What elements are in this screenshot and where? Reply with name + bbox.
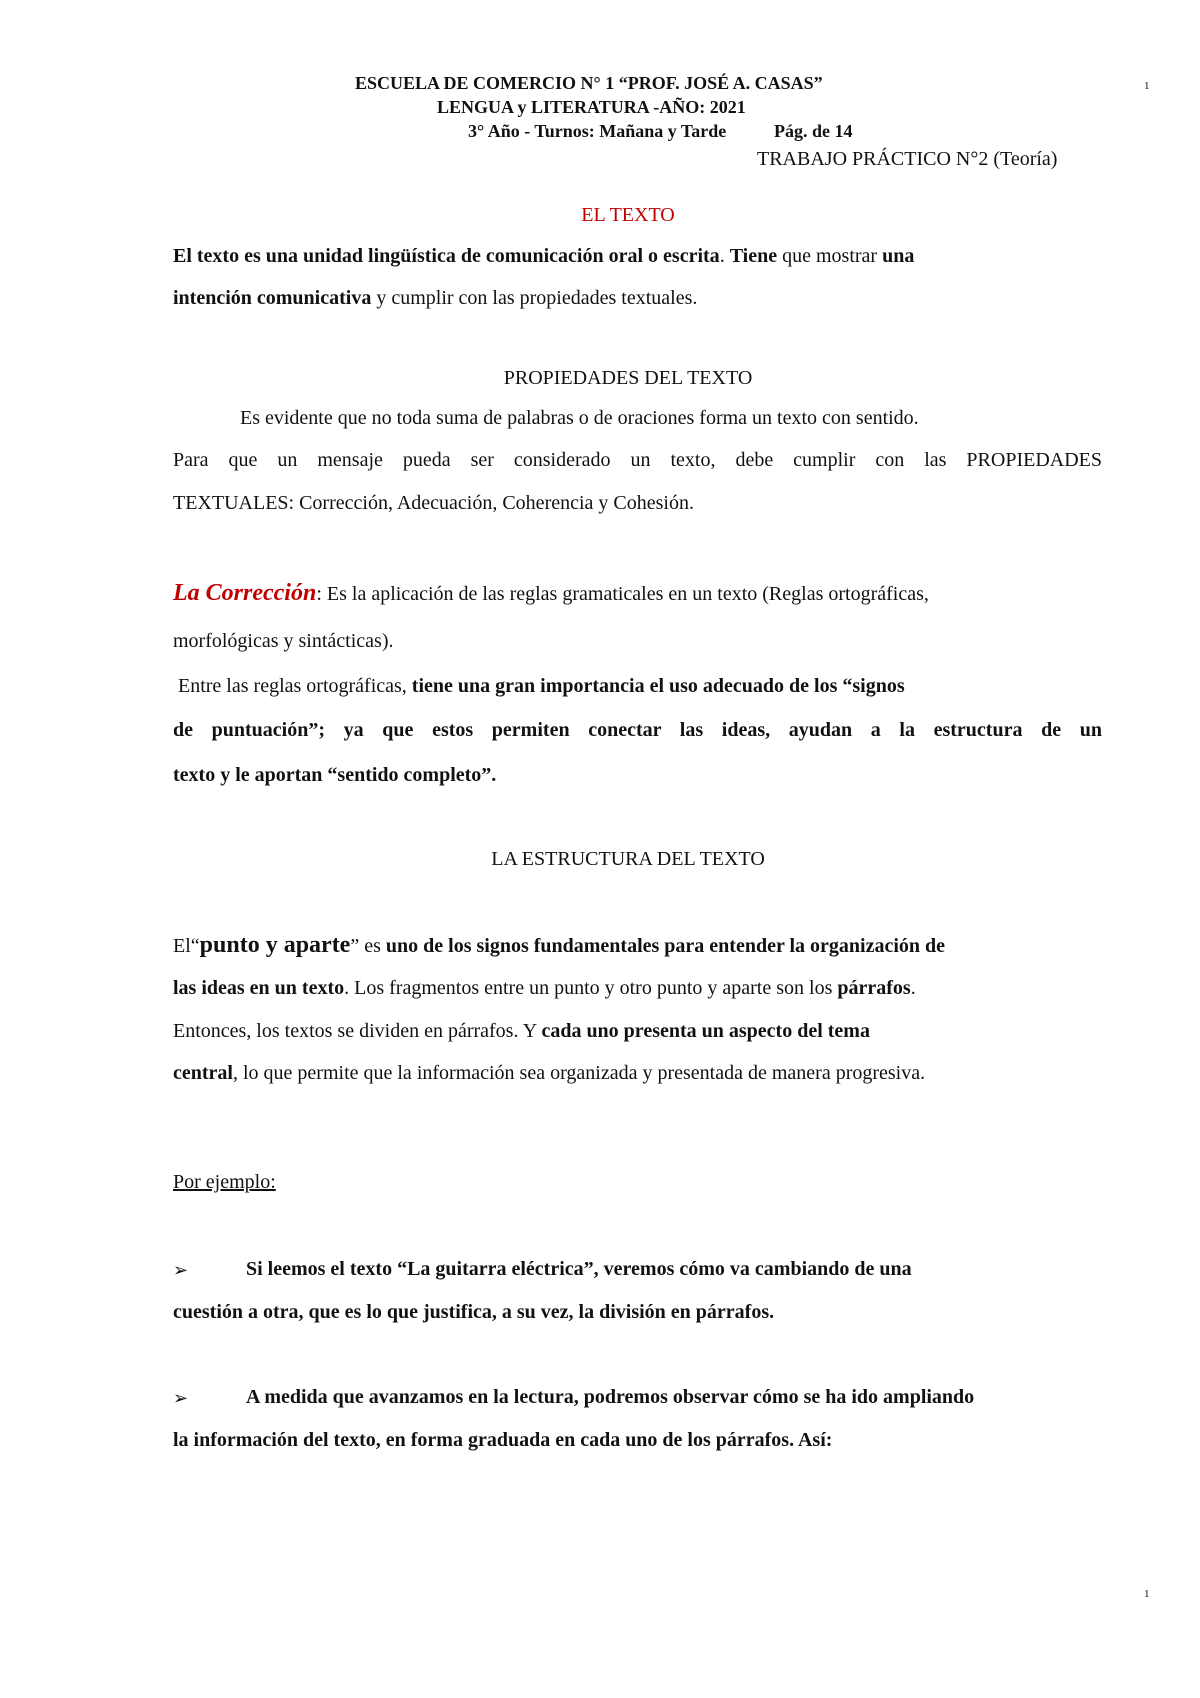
correccion-line-1: La Corrección: Es la aplicación de las reglas gramaticales en un texto (Reglas ortográficas, (173, 580, 929, 606)
subject-line: LENGUA y LITERATURA -AÑO: 2021 (437, 97, 746, 117)
estructura-line-1: El“punto y aparte” es uno de los signos fundamentales para entender la organización de (173, 932, 946, 958)
section-title-estructura: LA ESTRUCTURA DEL TEXTO (491, 848, 765, 870)
el-texto-line-1: El texto es una unidad lingüística de comunicación oral o escrita. Tiene que mostrar una (173, 245, 915, 267)
correccion-term: La Corrección (173, 580, 317, 606)
el-texto-line-2: intención comunicativa y cumplir con las propiedades textuales. (173, 287, 698, 309)
example-item-1-line-1: Si leemos el texto “La guitarra eléctrica”, veremos cómo va cambiando de una (246, 1258, 912, 1280)
propiedades-line-2: Para que un mensaje pueda ser considerado un texto, debe cumplir con las PROPIEDADES (173, 449, 1102, 471)
section-title-el-texto: EL TEXTO (581, 204, 675, 226)
propiedades-line-3: TEXTUALES: Corrección, Adecuación, Coherencia y Cohesión. (173, 492, 694, 514)
page-count: Pág. de 14 (774, 121, 853, 141)
page-number-top: 1 (1144, 80, 1150, 92)
estructura-line-4: central, lo que permite que la información sea organizada y presentada de manera progresiva. (173, 1062, 926, 1084)
correccion-line-4: de puntuación”; ya que estos permiten conectar las ideas, ayudan a la estructura de un (173, 719, 1102, 741)
correccion-line-5: texto y le aportan “sentido completo”. (173, 764, 497, 786)
school-name: ESCUELA DE COMERCIO N° 1 “PROF. JOSÉ A. CASAS” (355, 73, 823, 93)
correccion-line-3: Entre las reglas ortográficas, tiene una gran importancia el uso adecuado de los “signos (178, 675, 905, 697)
estructura-line-3: Entonces, los textos se dividen en párrafos. Y cada uno presenta un aspecto del tema (173, 1020, 870, 1042)
section-title-propiedades: PROPIEDADES DEL TEXTO (503, 367, 753, 389)
bullet-arrow-icon: ➢ (173, 1388, 189, 1408)
estructura-line-2: las ideas en un texto. Los fragmentos entre un punto y otro punto y aparte son los párrafos. (173, 977, 916, 999)
example-item-2-line-2: la información del texto, en forma graduada en cada uno de los párrafos. Así: (173, 1429, 833, 1451)
assignment-title: TRABAJO PRÁCTICO N°2 (Teoría) (757, 148, 1058, 170)
correccion-line-2: morfológicas y sintácticas). (173, 630, 394, 652)
example-item-1-line-2: cuestión a otra, que es lo que justifica, a su vez, la división en párrafos. (173, 1301, 775, 1323)
example-item-2-line-1: A medida que avanzamos en la lectura, podremos observar cómo se ha ido ampliando (246, 1386, 975, 1408)
page-number-bottom: 1 (1144, 1588, 1150, 1600)
example-label: Por ejemplo: (173, 1171, 276, 1193)
bullet-arrow-icon: ➢ (173, 1260, 189, 1280)
propiedades-line-1: Es evidente que no toda suma de palabras o de oraciones forma un texto con sentido. (240, 407, 919, 429)
course-line: 3° Año - Turnos: Mañana y Tarde (468, 121, 727, 141)
